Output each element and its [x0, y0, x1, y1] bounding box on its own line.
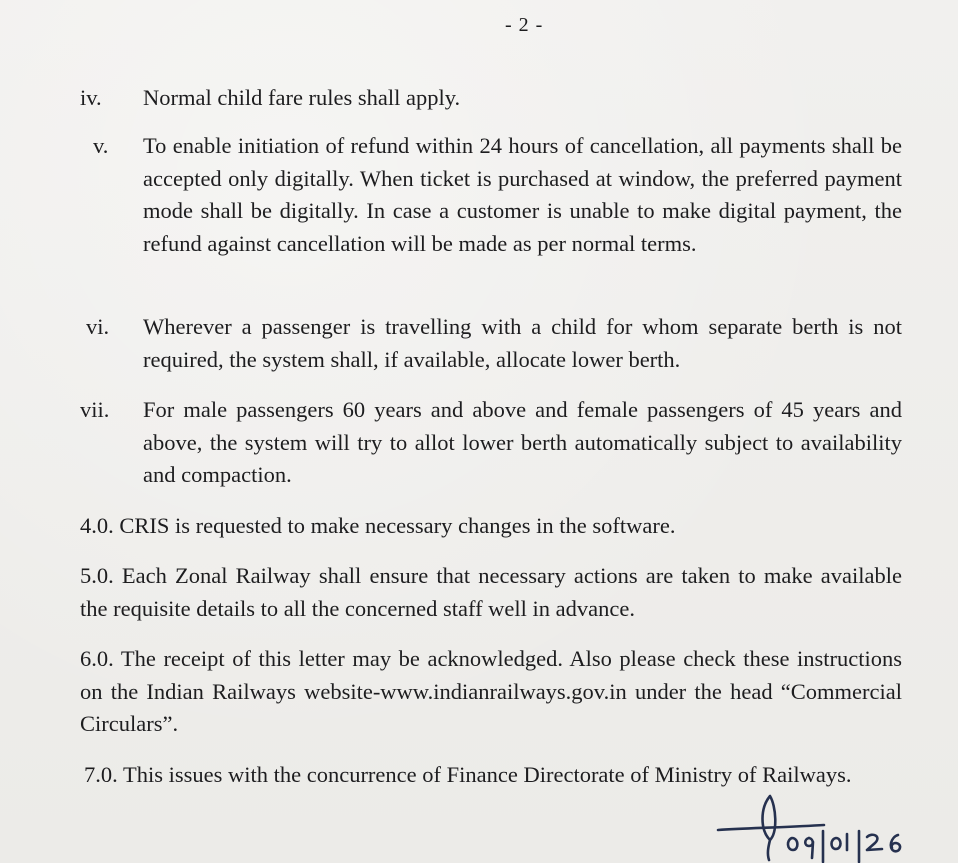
list-item-text: Wherever a passenger is travelling with a child for whom separate berth is not required, the system shall, if available, allocate lower berth.	[143, 314, 902, 372]
list-item-number: iv.	[80, 85, 102, 110]
list-item-iv	[80, 82, 902, 115]
list-item-v	[80, 130, 902, 260]
list-item-number: vi.	[86, 314, 110, 339]
list-item-text: Normal child fare rules shall apply.	[143, 85, 461, 110]
paragraph-4-0: 4.0. CRIS is requested to make necessary changes in the software.	[80, 513, 676, 538]
list-item-vi	[80, 311, 902, 376]
paragraph-5-0: 5.0. Each Zonal Railway shall ensure that necessary actions are taken to make available the requisite details to all the concerned staff well in advance.	[80, 563, 902, 621]
list-item-text: To enable initiation of refund within 24 hours of cancellation, all payments shall be accepted only digitally. When ticket is purchased at window, the preferred payment mode shall be digitally. In case a customer is unable to make digital payment, the refund against cancellation will be made as per normal terms.	[143, 133, 902, 256]
paragraph-6-0: 6.0. The receipt of this letter may be acknowledged. Also please check these instructions on the Indian Railways website-www.indianrailways.gov.in under the head “Commercial Circulars”.	[80, 646, 902, 736]
list-item-number: v.	[93, 133, 109, 158]
list-item-vii	[80, 394, 902, 492]
handwritten-signature	[712, 788, 932, 863]
signature-ink	[718, 796, 900, 862]
page-number: - 2 -	[505, 14, 544, 36]
paragraph-7-0: 7.0. This issues with the concurrence of Finance Directorate of Ministry of Railways.	[84, 762, 852, 787]
list-item-text: For male passengers 60 years and above and female passengers of 45 years and above, the system will try to allot lower berth automatically subject to availability and compaction.	[143, 397, 902, 487]
list-item-number: vii.	[80, 397, 110, 422]
